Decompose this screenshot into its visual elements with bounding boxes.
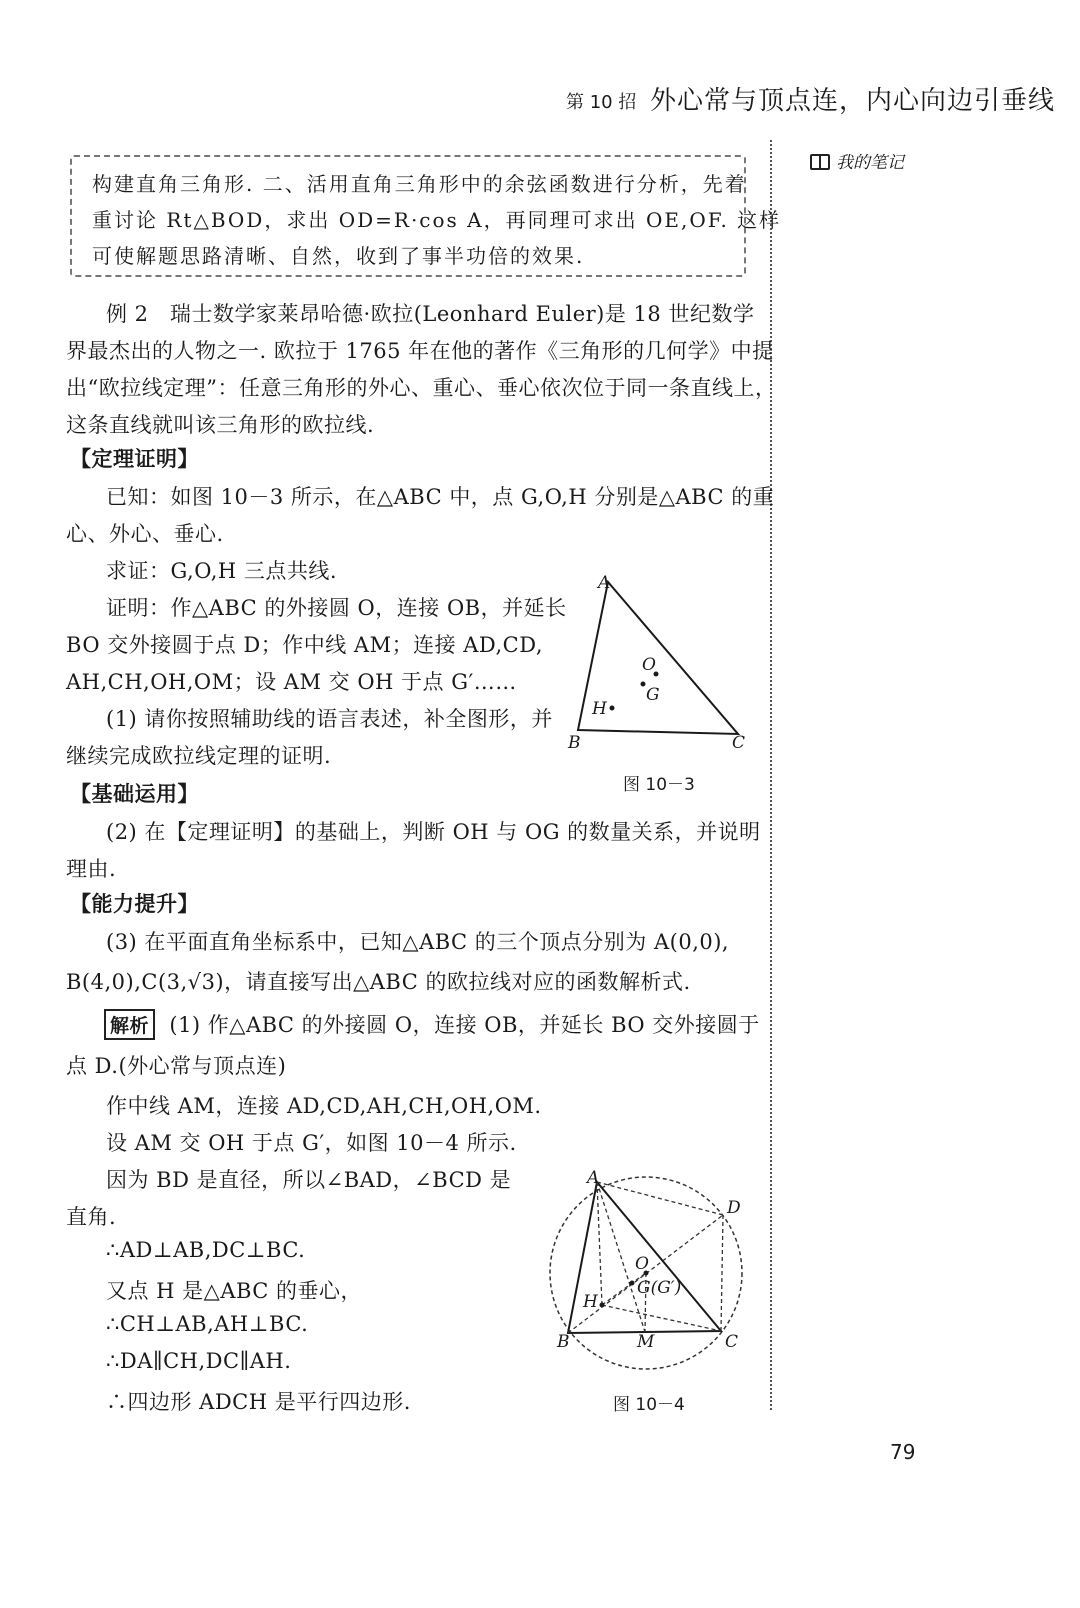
solution-line-8: 又点 H 是△ABC 的垂心， bbox=[106, 1279, 363, 1303]
solution-line-1-text: (1) 作△ABC 的外接圆 O，连接 OB，并延长 BO 交外接圆于 bbox=[169, 1013, 760, 1037]
basic-heading: 【基础运用】 bbox=[70, 782, 199, 806]
notes-divider bbox=[770, 140, 772, 1410]
label-h: H bbox=[583, 1292, 598, 1312]
segment-ad bbox=[597, 1182, 723, 1215]
question-1-line-2: 继续完成欧拉线定理的证明. bbox=[66, 744, 332, 768]
solution-line-7: ∴AD⊥AB,DC⊥BC. bbox=[106, 1238, 306, 1262]
label-o: O bbox=[642, 655, 656, 675]
prove-line: 求证：G,O,H 三点共线. bbox=[106, 559, 338, 583]
known-line-2: 心、外心、垂心. bbox=[66, 522, 224, 546]
proof-line-1: 证明：作△ABC 的外接圆 O，连接 OB，并延长 bbox=[106, 596, 567, 620]
example-line-4: 这条直线就叫该三角形的欧拉线. bbox=[66, 413, 375, 437]
question-1-line-1: (1) 请你按照辅助线的语言表述，补全图形，并 bbox=[106, 707, 553, 731]
label-c: C bbox=[732, 733, 746, 752]
solution-line-3: 作中线 AM，连接 AD,CD,AH,CH,OH,OM. bbox=[106, 1094, 542, 1118]
question-3-line-2: B(4,0),C(3,√3)，请直接写出△ABC 的欧拉线对应的函数解析式. bbox=[66, 970, 691, 994]
figure-10-3-caption: 图 10－3 bbox=[623, 775, 695, 795]
chapter-number: 第 10 招 bbox=[566, 92, 637, 113]
solution-line-9: ∴CH⊥AB,AH⊥BC. bbox=[106, 1312, 309, 1336]
label-a: A bbox=[587, 1168, 600, 1188]
segment-ah bbox=[597, 1182, 602, 1305]
label-o: O bbox=[635, 1254, 649, 1274]
label-g: G bbox=[646, 685, 660, 705]
question-3-line-1: (3) 在平面直角坐标系中，已知△ABC 的三个顶点分别为 A(0,0), bbox=[106, 930, 730, 954]
notes-label: 我的笔记 bbox=[836, 153, 904, 173]
proof-line-2: BO 交外接圆于点 D；作中线 AM；连接 AD,CD, bbox=[66, 633, 544, 657]
tip-line-1: 构建直角三角形. 二、活用直角三角形中的余弦函数进行分析，先着 bbox=[92, 172, 747, 196]
solution-line-6: 直角. bbox=[66, 1205, 117, 1229]
tip-line-2: 重讨论 Rt△BOD，求出 OD=R·cos A，再同理可求出 OE,OF. 这样 bbox=[92, 208, 782, 232]
point-h bbox=[610, 706, 615, 711]
label-h: H bbox=[592, 699, 607, 719]
label-c: C bbox=[725, 1332, 739, 1352]
solution-line-11: ∴四边形 ADCH 是平行四边形. bbox=[106, 1390, 411, 1414]
question-2-line-2: 理由. bbox=[66, 857, 117, 881]
book-icon bbox=[810, 154, 830, 170]
solution-line-10: ∴DA∥CH,DC∥AH. bbox=[106, 1349, 292, 1373]
label-b: B bbox=[557, 1332, 570, 1352]
segment-cd bbox=[721, 1215, 723, 1331]
solution-line-4: 设 AM 交 OH 于点 G′，如图 10－4 所示. bbox=[106, 1131, 517, 1155]
solution-line-1 bbox=[104, 1009, 760, 1040]
figure-10-3 bbox=[560, 572, 760, 752]
example-line-1: 例 2 瑞士数学家莱昂哈德·欧拉(Leonhard Euler)是 18 世纪数学 bbox=[106, 302, 755, 326]
point-g bbox=[630, 1281, 635, 1286]
label-g: G(G′) bbox=[637, 1278, 682, 1298]
proof-line-3: AH,CH,OH,OM；设 AM 交 OH 于点 G′…… bbox=[66, 670, 517, 694]
label-d: D bbox=[727, 1198, 741, 1218]
page-number: 79 bbox=[890, 1440, 916, 1464]
label-b: B bbox=[568, 733, 581, 752]
advanced-heading: 【能力提升】 bbox=[70, 892, 199, 916]
label-a: A bbox=[598, 573, 611, 593]
solution-line-2: 点 D.(外心常与顶点连) bbox=[66, 1054, 287, 1078]
point-g bbox=[641, 682, 646, 687]
figure-10-4-caption: 图 10－4 bbox=[613, 1395, 685, 1415]
known-line-1: 已知：如图 10－3 所示，在△ABC 中，点 G,O,H 分别是△ABC 的重 bbox=[106, 485, 775, 509]
notes-sidebar-label bbox=[810, 148, 904, 173]
example-line-2: 界最杰出的人物之一. 欧拉于 1765 年在他的著作《三角形的几何学》中提 bbox=[66, 339, 774, 363]
chapter-title: 外心常与顶点连，内心向边引垂线 bbox=[650, 86, 1056, 116]
label-m: M bbox=[637, 1332, 655, 1352]
example-line-3: 出“欧拉线定理”：任意三角形的外心、重心、垂心依次位于同一条直线上， bbox=[66, 376, 777, 400]
solution-line-5: 因为 BD 是直径，所以∠BAD，∠BCD 是 bbox=[106, 1168, 512, 1192]
figure-10-4 bbox=[545, 1165, 755, 1380]
tip-line-3: 可使解题思路清晰、自然，收到了事半功倍的效果. bbox=[92, 244, 585, 268]
theorem-heading: 【定理证明】 bbox=[70, 447, 199, 471]
question-2-line-1: (2) 在【定理证明】的基础上，判断 OH 与 OG 的数量关系，并说明 bbox=[106, 820, 761, 844]
point-h bbox=[600, 1303, 605, 1308]
solution-tag: 解析 bbox=[104, 1009, 155, 1040]
